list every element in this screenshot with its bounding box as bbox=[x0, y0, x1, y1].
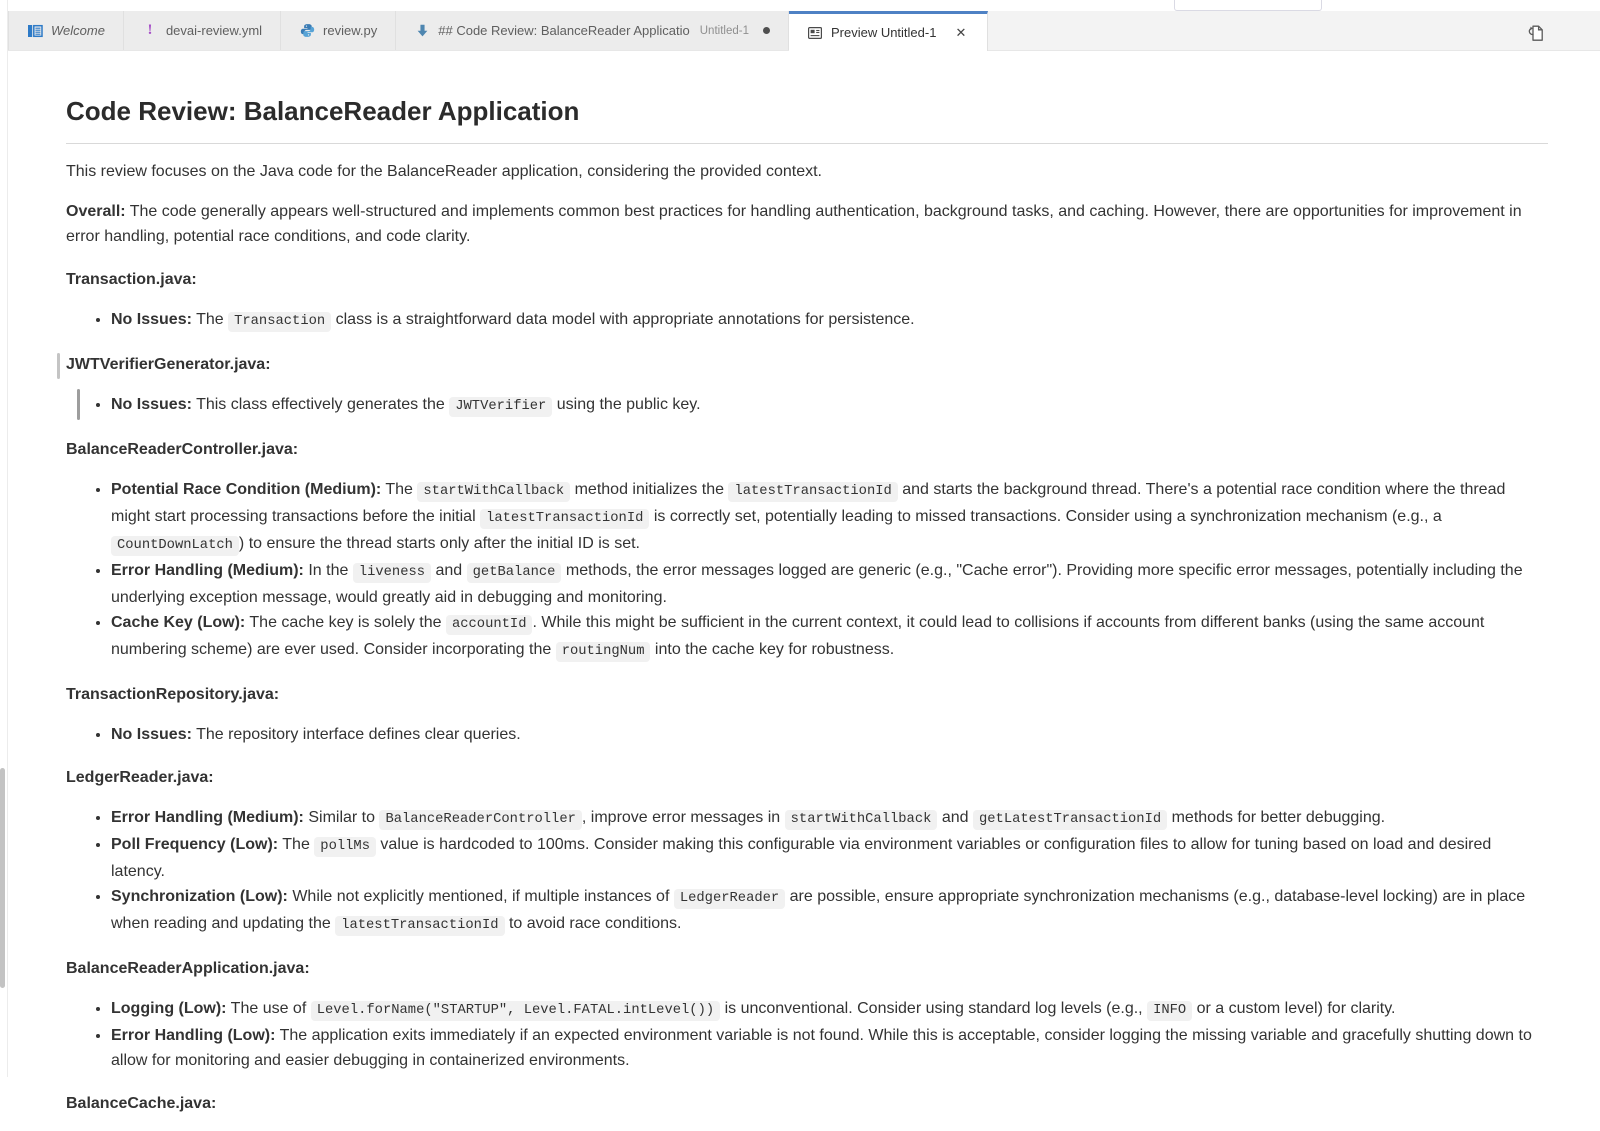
cropped-popup-edge bbox=[1174, 0, 1322, 11]
code-span: getLatestTransactionId bbox=[973, 810, 1167, 830]
review-bullet bbox=[111, 392, 1548, 419]
page-title: Code Review: BalanceReader Application bbox=[66, 95, 1548, 144]
text-run: This review focuses on the Java code for the BalanceReader application, considering the provided context. bbox=[66, 162, 822, 180]
review-bullet bbox=[111, 1023, 1548, 1073]
text-run: value is hardcoded to 100ms. Consider making this configurable via environment variables or configuration files to allow for tuning based on load and desired latency. bbox=[111, 835, 1492, 880]
text-run: The code generally appears well-structured and implements common best practices for handling authentication, background tasks, and caching. However, there are opportunities for improvement in error handling, potential race conditions, and code clarity. bbox=[66, 202, 1522, 245]
code-span: accountId bbox=[446, 615, 533, 635]
tab-label: Welcome bbox=[51, 23, 105, 38]
text-run: ) to ensure the thread starts only after the initial ID is set. bbox=[238, 534, 640, 552]
tab-devai-review-yml[interactable] bbox=[124, 11, 281, 50]
code-span: INFO bbox=[1147, 1001, 1192, 1021]
bold-text: Potential Race Condition (Medium): bbox=[111, 480, 382, 498]
editor-tab-bar bbox=[8, 11, 1600, 51]
code-span: BalanceReaderController bbox=[379, 810, 581, 830]
file-section-heading: JWTVerifierGenerator.java: bbox=[66, 352, 1548, 377]
review-list bbox=[66, 307, 1548, 334]
python-icon bbox=[299, 23, 315, 39]
editor-group-divider bbox=[7, 0, 8, 1077]
text-run: and bbox=[431, 561, 467, 579]
review-list bbox=[66, 996, 1548, 1073]
tab-label: ## Code Review: BalanceReader Applicatio bbox=[438, 23, 690, 38]
tab-preview-untitled-1[interactable] bbox=[789, 11, 988, 51]
tab-description: Untitled-1 bbox=[699, 24, 749, 37]
bold-text: Error Handling (Medium): bbox=[111, 808, 304, 826]
bold-text: Synchronization (Low): bbox=[111, 887, 288, 905]
bold-text: Overall: bbox=[66, 202, 126, 220]
tab-label: devai-review.yml bbox=[165, 23, 263, 38]
bold-text: Error Handling (Medium): bbox=[111, 561, 304, 579]
modified-dot-icon bbox=[763, 27, 770, 34]
text-run: This class effectively generates the bbox=[191, 395, 450, 413]
code-span: routingNum bbox=[556, 642, 651, 662]
text-run: The bbox=[191, 310, 229, 328]
left-scrollbar-thumb[interactable] bbox=[0, 768, 5, 988]
review-bullet bbox=[111, 558, 1548, 610]
active-line-marker bbox=[57, 353, 60, 379]
text-run: The use of bbox=[226, 999, 311, 1017]
text-run: The repository interface defines clear queries. bbox=[191, 725, 521, 743]
text-run: The bbox=[381, 480, 418, 498]
review-bullet bbox=[111, 805, 1548, 832]
text-run: While not explicitly mentioned, if multiple instances of bbox=[287, 887, 674, 905]
text-run: methods for better debugging. bbox=[1167, 808, 1386, 826]
code-span: startWithCallback bbox=[417, 482, 570, 502]
code-span: getBalance bbox=[467, 563, 562, 583]
review-bullet bbox=[111, 610, 1548, 664]
review-bullet bbox=[111, 722, 1548, 747]
markdown-icon bbox=[414, 23, 430, 39]
file-section-heading: Transaction.java: bbox=[66, 270, 197, 288]
close-tab-icon[interactable]: ✕ bbox=[955, 25, 967, 40]
document-with-arrow-icon bbox=[1524, 22, 1546, 44]
code-span: pollMs bbox=[314, 837, 376, 857]
text-run: class is a straightforward data model with appropriate annotations for persistence. bbox=[331, 310, 915, 328]
paragraph bbox=[66, 199, 1548, 249]
text-run: methods, the error messages logged are generic (e.g., "Cache error"). Providing more specific error messages, potentially including the underlying exception message, would greatly aid in debugging and monitoring. bbox=[111, 561, 1523, 606]
text-run: method initializes the bbox=[570, 480, 729, 498]
active-line-marker bbox=[77, 389, 80, 420]
tab-code-review-markdown[interactable] bbox=[396, 11, 789, 50]
text-run: is correctly set, potentially leading to missed transactions. Consider using a synchronization mechanism (e.g., a bbox=[649, 507, 1442, 525]
code-span: startWithCallback bbox=[785, 810, 938, 830]
text-run: using the public key. bbox=[552, 395, 701, 413]
text-run: into the cache key for robustness. bbox=[650, 640, 895, 658]
file-section-heading: BalanceCache.java: bbox=[66, 1094, 217, 1112]
tab-review-py[interactable] bbox=[281, 11, 396, 50]
text-run: or a custom level) for clarity. bbox=[1192, 999, 1396, 1017]
text-run: Similar to bbox=[303, 808, 380, 826]
review-list bbox=[66, 805, 1548, 938]
review-bullet bbox=[111, 996, 1548, 1023]
text-run: The bbox=[278, 835, 315, 853]
text-run: The cache key is solely the bbox=[245, 613, 446, 631]
bold-text: Logging (Low): bbox=[111, 999, 227, 1017]
review-bullet bbox=[111, 832, 1548, 884]
code-span: latestTransactionId bbox=[335, 916, 504, 936]
code-span: latestTransactionId bbox=[728, 482, 897, 502]
text-run: are possible, ensure appropriate synchronization mechanisms (e.g., database-level locking) are in place when reading and updating the bbox=[111, 887, 1526, 932]
text-run: to avoid race conditions. bbox=[504, 914, 682, 932]
tab-welcome[interactable] bbox=[8, 11, 124, 50]
text-run: and bbox=[937, 808, 973, 826]
open-changes-button[interactable] bbox=[1523, 21, 1546, 44]
text-run: is unconventional. Consider using standard log levels (e.g., bbox=[720, 999, 1148, 1017]
code-span: LedgerReader bbox=[674, 889, 785, 909]
yaml-icon: ! bbox=[147, 22, 153, 38]
file-section-heading: BalanceReaderApplication.java: bbox=[66, 959, 310, 977]
code-span: liveness bbox=[353, 563, 431, 583]
markdown-preview-icon bbox=[807, 25, 823, 41]
bold-text: Error Handling (Low): bbox=[111, 1026, 276, 1044]
review-bullet bbox=[111, 884, 1548, 938]
file-section-heading: LedgerReader.java: bbox=[66, 768, 214, 786]
text-run: In the bbox=[303, 561, 353, 579]
text-run: , improve error messages in bbox=[581, 808, 785, 826]
review-bullet bbox=[111, 307, 1548, 334]
welcome-icon bbox=[27, 23, 43, 39]
bold-text: No Issues: bbox=[111, 725, 192, 743]
review-list bbox=[66, 722, 1548, 747]
code-span: JWTVerifier bbox=[449, 397, 552, 417]
code-span: Transaction bbox=[228, 312, 331, 332]
markdown-preview-document bbox=[66, 51, 1548, 1131]
bold-text: Poll Frequency (Low): bbox=[111, 835, 279, 853]
bold-text: Cache Key (Low): bbox=[111, 613, 246, 631]
file-section-heading: TransactionRepository.java: bbox=[66, 685, 280, 703]
paragraph bbox=[66, 159, 1548, 184]
file-section-heading: BalanceReaderController.java: bbox=[66, 440, 299, 458]
code-span: latestTransactionId bbox=[480, 509, 649, 529]
review-list bbox=[66, 477, 1548, 664]
tab-label: Preview Untitled-1 bbox=[830, 25, 937, 40]
review-bullet bbox=[111, 477, 1548, 558]
code-span: CountDownLatch bbox=[111, 536, 239, 556]
code-span: Level.forName("STARTUP", Level.FATAL.intLevel()) bbox=[311, 1001, 720, 1021]
tab-label: review.py bbox=[323, 23, 378, 38]
review-list bbox=[66, 392, 1548, 419]
text-run: . While this might be sufficient in the current context, it could lead to collisions if accounts from different banks (using the same account numbering scheme) are ever used. Consider incorporating the bbox=[111, 613, 1485, 658]
text-run: The application exits immediately if an expected environment variable is not found. While this is acceptable, consider logging the missing variable and gracefully shutting down to allow for monitoring and easier debugging in containerized environments. bbox=[111, 1026, 1532, 1069]
bold-text: No Issues: bbox=[111, 395, 192, 413]
text-run: and starts the background thread. There's a potential race condition where the thread might start processing transactions before the initial bbox=[111, 480, 1506, 525]
bold-text: No Issues: bbox=[111, 310, 192, 328]
